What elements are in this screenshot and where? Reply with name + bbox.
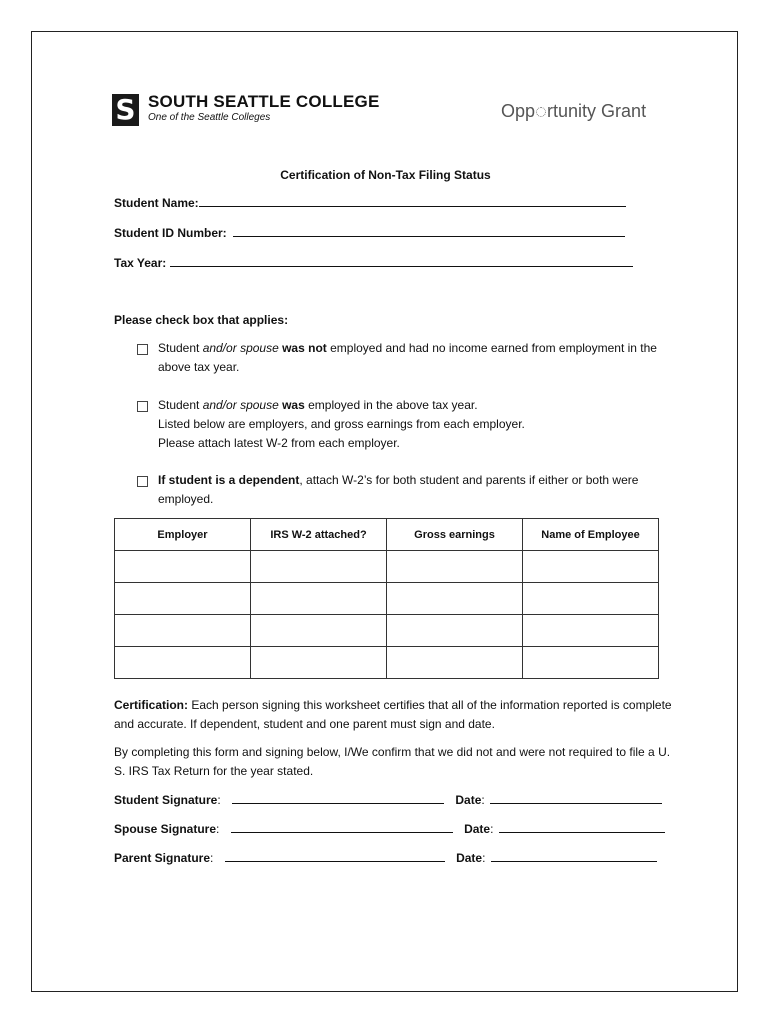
table-cell[interactable]	[523, 583, 659, 615]
tax-year-field[interactable]: Tax Year:	[114, 256, 633, 270]
option-dependent-text: If student is a dependent, attach W-2’s for both student and parents if either or both were employed.	[158, 473, 639, 506]
table-row	[115, 647, 659, 679]
college-subtitle: One of the Seattle Colleges	[148, 112, 271, 123]
option-employed-text: Student and/or spouse was employed in the above tax year. Listed below are employers, and gross earnings from each employer. Please attach latest W-2 from each employer.	[158, 398, 525, 450]
option-employed-checkbox[interactable]	[137, 401, 148, 412]
table-cell[interactable]	[523, 615, 659, 647]
grant-logo-o-icon	[536, 107, 546, 117]
student-id-field[interactable]: Student ID Number:	[114, 226, 625, 240]
college-name: SOUTH SEATTLE COLLEGE	[148, 92, 380, 111]
col-w2-attached: IRS W-2 attached?	[251, 519, 387, 551]
table-cell[interactable]	[523, 647, 659, 679]
college-logo-icon: S	[112, 94, 139, 126]
table-cell[interactable]	[251, 647, 387, 679]
form-page	[31, 31, 738, 992]
table-cell[interactable]	[115, 551, 251, 583]
table-cell[interactable]	[387, 647, 523, 679]
table-cell[interactable]	[387, 615, 523, 647]
certification-paragraph: Certification: Each person signing this worksheet certifies that all of the information reported is complete and accurate. If dependent, student and one parent must sign and date.	[114, 698, 672, 731]
spouse-signature-line[interactable]: Spouse Signature: Date:	[114, 822, 665, 836]
table-header-row	[115, 519, 659, 551]
table-row	[115, 551, 659, 583]
student-signature-line[interactable]: Student Signature: Date:	[114, 793, 662, 807]
table-cell[interactable]	[251, 583, 387, 615]
table-cell[interactable]	[387, 583, 523, 615]
table-row	[115, 583, 659, 615]
confirm-paragraph: By completing this form and signing below, I/We confirm that we did not and were not required to file a U. S. IRS Tax Return for the year stated.	[114, 745, 671, 778]
student-name-field[interactable]: Student Name:	[114, 196, 626, 210]
grant-title: Opp rtunity Grant	[501, 101, 647, 121]
employer-table	[114, 518, 659, 679]
table-cell[interactable]	[523, 551, 659, 583]
option-not-employed-checkbox[interactable]	[137, 344, 148, 355]
document-title: Certification of Non-Tax Filing Status	[280, 168, 491, 182]
option-dependent-checkbox[interactable]	[137, 476, 148, 487]
option-not-employed-text: Student and/or spouse was not employed and had no income earned from employment in the above tax year.	[158, 341, 657, 374]
col-gross-earnings: Gross earnings	[387, 519, 523, 551]
table-cell[interactable]	[115, 615, 251, 647]
check-prompt: Please check box that applies:	[114, 313, 289, 327]
table-cell[interactable]	[387, 551, 523, 583]
parent-signature-line[interactable]: Parent Signature: Date:	[114, 851, 657, 865]
table-cell[interactable]	[115, 647, 251, 679]
col-employee-name: Name of Employee	[523, 519, 659, 551]
table-cell[interactable]	[251, 615, 387, 647]
table-cell[interactable]	[251, 551, 387, 583]
table-row	[115, 615, 659, 647]
table-cell[interactable]	[115, 583, 251, 615]
col-employer: Employer	[115, 519, 251, 551]
